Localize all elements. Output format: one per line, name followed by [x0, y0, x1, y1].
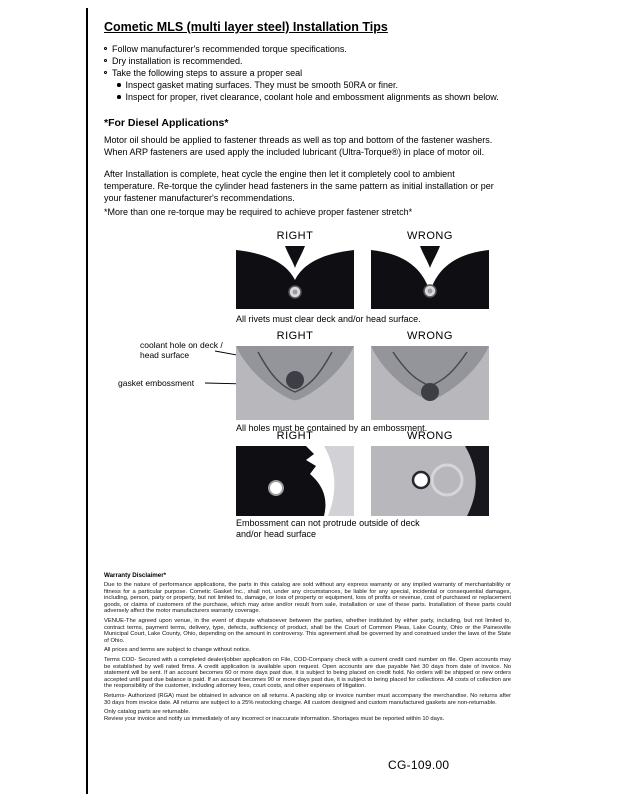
- diesel-paragraph: Motor oil should be applied to fastener threads as well as top and bottom of the fastener washers. When ARP fasteners are used apply the included lubricant (Ultra-Torque®) in place of motor oil.: [104, 135, 493, 157]
- page-number: CG-109.00: [388, 758, 450, 772]
- disclaimer-paragraph: Terms COD- Secured with a completed dealer/jobber application on File, COD-Company check with a current credit card number on file. Open accounts may be established by well rated firms. A credit application is available upon request. Open accounts are due payable Net 30 days from date of invoice. No statement will be sent. If an account becomes 60 or more days past due, it is subject to being placed on credit hold. No orders will be shipped or new orders accepted until past due balance is paid. If an account becomes 90 or more days past due, it is subject to being placed for collections. All costs of collection are the responsibility of the customer, including attorney fees, court costs, and other expenses of litigation.: [104, 656, 511, 690]
- circle-bullet-icon: [104, 59, 107, 62]
- tip-text: Dry installation is recommended.: [112, 56, 243, 66]
- figure1-wrong-diagram: [371, 246, 489, 309]
- figure-embossment-protrusion: [0, 430, 618, 545]
- wrong-label: WRONG: [407, 330, 453, 342]
- tip-text: Inspect for proper, rivet clearance, coolant hole and embossment alignments as shown below.: [125, 92, 499, 102]
- gasket-embossment-annotation: gasket embossment: [118, 378, 195, 388]
- coolant-hole-annotation: coolant hole on deck / head surface: [140, 340, 223, 360]
- wrong-label: WRONG: [407, 430, 453, 442]
- page-title: Cometic MLS (multi layer steel) Installation Tips: [104, 20, 388, 34]
- tip-text: Inspect gasket mating surfaces. They must be smooth 50RA or finer.: [125, 80, 398, 90]
- disclaimer-paragraph: Returns- Authorized (RGA) must be obtained in advance on all returns. A packing slip or invoice number must accompany the merchandise. No returns after 30 days from invoice date. All returns are subject to a 25% restocking charge. All custom designed and custom manufactured gaskets are non-returnable.: [104, 692, 511, 706]
- disclaimer-paragraph: Only catalog parts are returnable.: [104, 709, 191, 716]
- figure-caption: Embossment can not protrude outside of deck and/or head surface: [236, 518, 420, 539]
- bullet-icon: [117, 83, 121, 87]
- tip-text: Take the following steps to assure a proper seal: [112, 68, 303, 78]
- figure-caption: All rivets must clear deck and/or head surface.: [236, 314, 421, 324]
- disclaimer-paragraph: Due to the nature of performance applications, the parts in this catalog are sold without any express warranty or any implied warranty of merchantability or fitness for a particular purpose. Cometic Gasket Inc., shall not, under any circumstances, be liable for any special, incidental or consequential damages, including, person, party or property, but not limited to, damage, or loss of property or equipment, loss of profits or revenue, cost of purchased or replacement goods, or claims of customers of the purchase, which may arise and/or result from sale, installation or use of these parts. Installation of these parts could adversely affect the motor manufacturers warranty coverage.: [104, 582, 511, 615]
- disclaimer-paragraph: All prices and terms are subject to change without notice.: [104, 647, 251, 654]
- warranty-disclaimer: [104, 572, 511, 725]
- figure3-wrong-diagram: [371, 446, 489, 516]
- bullet-icon: [117, 95, 121, 99]
- figure-rivet-clearance: [0, 230, 618, 335]
- figure-hole-embossment: [0, 330, 618, 440]
- circle-bullet-icon: [104, 47, 107, 50]
- tip-text: Follow manufacturer's recommended torque specifications.: [112, 44, 347, 54]
- list-item: [104, 43, 534, 55]
- right-label: RIGHT: [276, 330, 314, 342]
- list-item: [104, 79, 534, 91]
- disclaimer-heading: Warranty Disclaimer*: [104, 572, 167, 579]
- figure2-wrong-diagram: [371, 346, 489, 420]
- diesel-applications-heading: *For Diesel Applications*: [104, 117, 229, 129]
- list-item: [104, 55, 534, 67]
- right-label: RIGHT: [276, 230, 314, 242]
- diesel-paragraph: After Installation is complete, heat cycle the engine then let it completely cool to ambient temperature. Re-torque the cylinder head fasteners in the same pattern as initial installation or per your fastener manufacturer's recommendations.: [104, 169, 494, 203]
- right-label: RIGHT: [276, 430, 314, 442]
- wrong-label: WRONG: [407, 230, 453, 242]
- figure1-right-diagram: [236, 246, 354, 309]
- list-item: [104, 91, 534, 103]
- disclaimer-paragraph: Review your invoice and notify us immediately of any incorrect or inaccurate information. Shortages must be reported within 10 days.: [104, 715, 445, 722]
- retorque-note: *More than one re-torque may be required to achieve proper fastener stretch*: [104, 207, 413, 217]
- installation-tips-list: [104, 43, 534, 103]
- disclaimer-paragraph: VENUE-The agreed upon venue, in the event of dispute whatsoever between the parties, whether instituted by either party, including, but not limited to, contract terms, payment terms, delivery, type, defects, sufficiency of product, shall be the Court of Common Pleas, Lake County, Ohio or the Painesville Municipal Court, Lake County, Ohio, depending on the amount in controversy. This agreement shall be governed by and construed under the laws of the State of Ohio.: [104, 617, 511, 644]
- circle-bullet-icon: [104, 71, 107, 74]
- figure-caption: All holes must be contained by an embossment.: [236, 423, 428, 433]
- list-item: [104, 67, 534, 79]
- figure2-right-diagram: [236, 346, 354, 420]
- figure3-right-diagram: [236, 446, 354, 516]
